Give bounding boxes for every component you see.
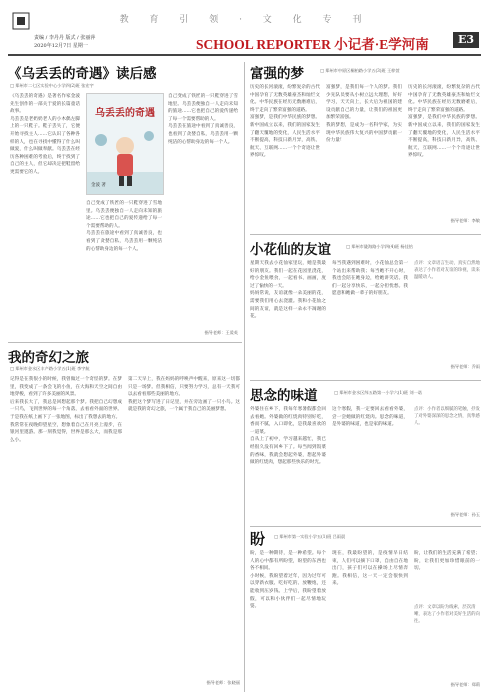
teacher-note: 指导老师：李敏 [450, 218, 480, 223]
article-title: 小花仙的友谊 [250, 242, 331, 258]
header-brand: SCHOOL REPORTER 小记者·E学河南 [196, 37, 429, 52]
divider [250, 526, 481, 527]
article-body-continued: 自己变成了铁匠的一只鞋穿进了雪地里。乌丢丢便独自一人走向未知的旅途……它也把自己的爱传递给了每一个需要帮助的人。 乌丢丢在旅途中看到了真诚善良，也看到了贪婪自私，乌丢丢用一颗纯洁的心帮助身边的每一个人。 [168, 94, 238, 145]
divider [244, 62, 245, 692]
article-title: 我的奇幻之旅 [8, 350, 89, 366]
article-body-lower: 自己变成了铁匠的一只鞋穿进了雪地里。乌丢丢便独自一人走向未知的旅途……它也把自己的爱传递给了每一个需要帮助的人。 乌丢丢在旅途中看到了真诚善良，也看到了贪婪自私，乌丢丢用一颗纯洁的心帮助身边的每一个人。 [86, 201, 162, 252]
page-header [0, 0, 489, 60]
article-title: 盼 [250, 530, 266, 548]
article-byline: □ 郑州市金水区丰产路小学五(1)班 李宇航 [10, 366, 90, 371]
article-body-continued: 第二天早上，我在妈妈的呼唤声中醒来，原来这一切都只是一场梦。但我相信，只要努力学习，总有一天我可以去看看那些美丽的地方。 我把这个梦写进了日记里，并在旁边画了一只小鸟。这就是我的奇幻之旅，一个属于我自己的美丽梦想。 [128, 377, 240, 413]
book-cover-title: 乌丢丢的奇遇 [95, 108, 155, 119]
teacher-note: 指导老师：张晓丽 [206, 680, 240, 685]
header-pattern [12, 12, 30, 30]
article-body-end: 盼，让我们的生活充满了希望；盼，让我们更加珍惜眼前的一切。 [414, 551, 480, 572]
article-fantasy-trip [8, 346, 242, 691]
article-byline: □ 郑州市二七区实验中心小学四(2)班 张宏宇 [10, 83, 94, 88]
article-body-continued: 现在，我最盼望的，是疫情早日结束，人们可以摘下口罩，自由自在地出门，孩子们可以在操场上尽情奔跑。我相信，这一天一定会很快到来。 [332, 551, 408, 587]
article-byline: □ 郑州市金水区纬五路第一小学六(1)班 刘一诺 [334, 390, 422, 395]
article-taste-of-missing [250, 384, 482, 524]
teacher-note: 指导老师：孙玉 [450, 512, 480, 517]
article-body: 历史的长河滚滚，纷繁复杂的古代中国孕育了无数英雄豪杰和灿烂文化。中华民族在经历无数磨难后，终于走向了繁荣富强的道路。 富强梦，是我们中华民族的梦想。新中国成立以来，我们的国家发生了翻天覆地的变化，人民生活水平不断提高，科技日新月异，高铁、航天、互联网……一个个奇迹让世界惊叹。 [250, 85, 320, 159]
article-body: 盼，是一种期待，是一种希望。每个人的心中都有所盼望，盼望的东西也各不相同。 小时候，我盼望着过年，因为过年可以穿新衣服、吃好吃的、放鞭炮，还能收到压岁钱。上学后，我盼望着放假，可以和小伙伴们一起尽情地玩耍。 [250, 551, 326, 610]
article-title: 富强的梦 [250, 66, 304, 82]
header-rule [8, 54, 481, 56]
article-byline: □ 郑州市陇海路小学四(4)班 杨佳怡 [346, 244, 413, 249]
article-body: 外婆住在乡下，我每年寒暑假都会回去看她。外婆做的红烧肉特别好吃，香而不腻，入口即化，是我最喜欢的一道菜。 自从上了初中，学习越来越忙，我已经很久没有回乡下了。每当闻到饭菜的香味，我就会想起外婆，想起外婆做的红烧肉，想起那些快乐的时光。 [250, 407, 326, 466]
article-body-continued: 每当我遇到困难时，小花仙总会第一个站出来帮助我；每当她不开心时，我也会陪在她身边，给她讲笑话。我们一起分享快乐，一起分担忧愁。我愿意和她做一辈子的好朋友。 [332, 261, 408, 297]
commentary: 点评：文章以盼为线索，层次清晰，表达了小作者对美好生活的向往。 [414, 605, 480, 624]
article-title: 思念的味道 [250, 388, 318, 404]
article-body: 星期天我去小花仙家里玩，她是我最好的朋友。我们一起在花园里浇花，给小金鱼喂食，一起看书、画画，度过了愉快的一天。 妈妈常说，友谊就像一朵美丽的花，需要我们用心去浇灌。我和小花仙之间的友谊，就是这样一朵永不凋谢的花。 [250, 261, 326, 320]
header-page-number: E3 [453, 32, 479, 48]
header-slogan: 教 育 引 领 · 文 化 专 刊 [119, 15, 371, 25]
header-editor: 责编 / 李丹丹 版式 / 张丽萍 [34, 35, 96, 41]
article-body-end: 历史的长河滚滚，纷繁复杂的古代中国孕育了无数英雄豪杰和灿烂文化。中华民族在经历无数磨难后，终于走向了繁荣富强的道路。 富强梦，是我们中华民族的梦想。新中国成立以来，我们的国家发生了翻天覆地的变化，人民生活水平不断提高，科技日新月异，高铁、航天、互联网……一个个奇迹让世界惊叹。 [408, 85, 480, 159]
article-title: 《乌丢丢的奇遇》读后感 [8, 66, 157, 82]
divider [8, 342, 242, 343]
book-cover-author: 金波 著 [91, 183, 106, 188]
header-date: 2020年12月7日 星期一 [34, 43, 88, 49]
divider [250, 380, 481, 381]
article-hope [250, 530, 482, 692]
teacher-note: 指导老师：乔雨 [450, 364, 480, 369]
commentary: 点评：文章语言生动，真实自然地表达了小作者对友谊的珍视，读来温暖动人。 [414, 261, 480, 280]
commentary: 点评：小作者以细腻的笔触，抒发了对外婆深深的思念之情，真挚感人。 [414, 407, 480, 426]
article-byline: □ 郑州市中原区桐柏路小学五(3)班 王梓萱 [320, 68, 400, 73]
article-byline: □ 郑州市第一实验小学五(1)班 吕雨晨 [274, 534, 346, 539]
teacher-note: 指导老师：郑莉 [450, 682, 480, 687]
article-body-continued: 这个寒假，我一定要回去看看外婆，尝一尝她做的红烧肉。思念的味道，是外婆的味道，也是家的味道。 [332, 407, 408, 428]
article-body-continued: 富强梦，是我们每一个人的梦。我们少先队员要从小树立远大理想，好好学习，天天向上，长大后为祖国的建设贡献自己的力量，让我们的祖国更加繁荣富强。 我的梦想，是成为一名科学家，为实现中华民族伟大复兴的中国梦贡献一份力量！ [326, 85, 402, 144]
teacher-note: 指导老师：王爱英 [204, 330, 238, 335]
article-body: 记得是在我很小的时候，我曾做过一个奇怪的梦。在梦里，我变成了一条会飞的小鱼，在大海和天空之间自由地穿梭，看到了许多美丽的风景。 后来我长大了，我总是回想起那个梦。我把自己幻想成一只鸟，飞到世界的每一个角落，去看看外面的世界。于是我在纸上画下了一张地图，标出了我想去的地方。 我常常在夜晚仰望星空，想象着自己在月亮上漫步，在银河里遨游。那一刻我觉得，世界是那么大，而我是那么小。 [10, 377, 122, 443]
book-cover-image [86, 93, 164, 195]
article-flower-fairy-friendship [250, 238, 482, 378]
article-prosperity-dream [250, 62, 482, 232]
article-body: 《乌丢丢的奇遇》是著名作家金波先生创作的一部关于爱的长篇童话故事。 乌丢丢是老奶奶老人的小木偶左脚上的一只鞋子。鞋子丢失了，它便开始寻找主人……它认识了各种各样的人，也在寻找中懂得了什么叫做爱，什么叫做奉献。乌丢丢在经历各种困难的考验后，终于找到了自己的主人，但它却决定把鞋留给更需要它的人。 [10, 94, 80, 175]
divider [250, 234, 481, 235]
article-wudiudiu-review [8, 62, 240, 340]
header-ornament-icon [12, 12, 30, 30]
